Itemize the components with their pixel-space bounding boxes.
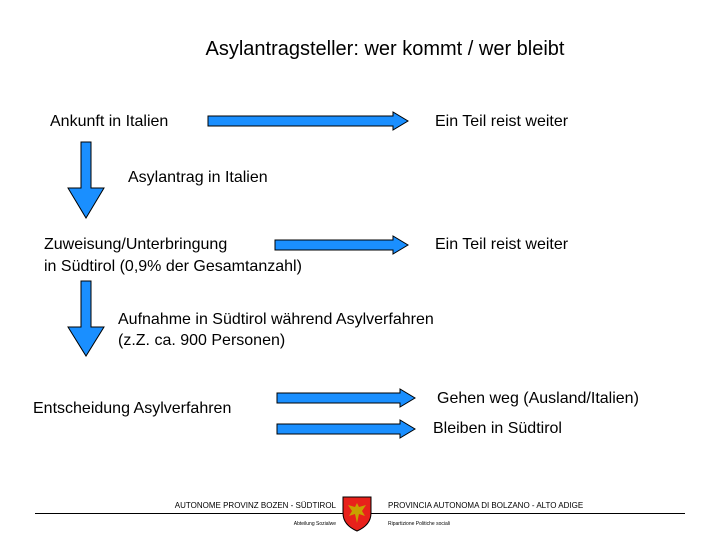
node-assignment-line2: in Südtirol (0,9% der Gesamtanzahl) — [44, 258, 302, 275]
node-application: Asylantrag in Italien — [128, 169, 268, 186]
node-stay: Bleiben in Südtirol — [433, 420, 562, 437]
footer-left-main: AUTONOME PROVINZ BOZEN - SÜDTIROL — [174, 501, 336, 510]
footer-left-sub: Abteilung Sozialwe — [293, 521, 336, 527]
node-decision: Entscheidung Asylverfahren — [33, 400, 232, 417]
arrow-down-to-application — [68, 142, 104, 218]
node-reception-line1: Aufnahme in Südtirol während Asylverfahren — [118, 311, 434, 328]
node-leaves-1: Ein Teil reist weiter — [435, 113, 569, 130]
node-leaves-2: Ein Teil reist weiter — [435, 236, 569, 253]
footer-right-sub: Ripartizione Politiche sociali — [388, 521, 450, 527]
page-title: Asylantragsteller: wer kommt / wer bleibt — [205, 38, 565, 60]
footer-right-main: PROVINCIA AUTONOMA DI BOLZANO - ALTO ADIGE — [388, 501, 584, 510]
node-assignment-line1: Zuweisung/Unterbringung — [44, 236, 228, 253]
node-reception-line2: (z.Z. ca. 900 Personen) — [118, 332, 286, 349]
arrow-decision-to-go-away — [277, 389, 415, 407]
arrow-assignment-to-leaves — [275, 236, 408, 254]
arrow-down-to-reception — [68, 281, 104, 356]
arrow-decision-to-stay — [277, 420, 415, 438]
node-go-away: Gehen weg (Ausland/Italien) — [437, 390, 639, 407]
node-arrival: Ankunft in Italien — [50, 113, 169, 130]
arrow-arrival-to-leaves — [208, 112, 408, 130]
coat-of-arms-icon — [342, 496, 372, 532]
